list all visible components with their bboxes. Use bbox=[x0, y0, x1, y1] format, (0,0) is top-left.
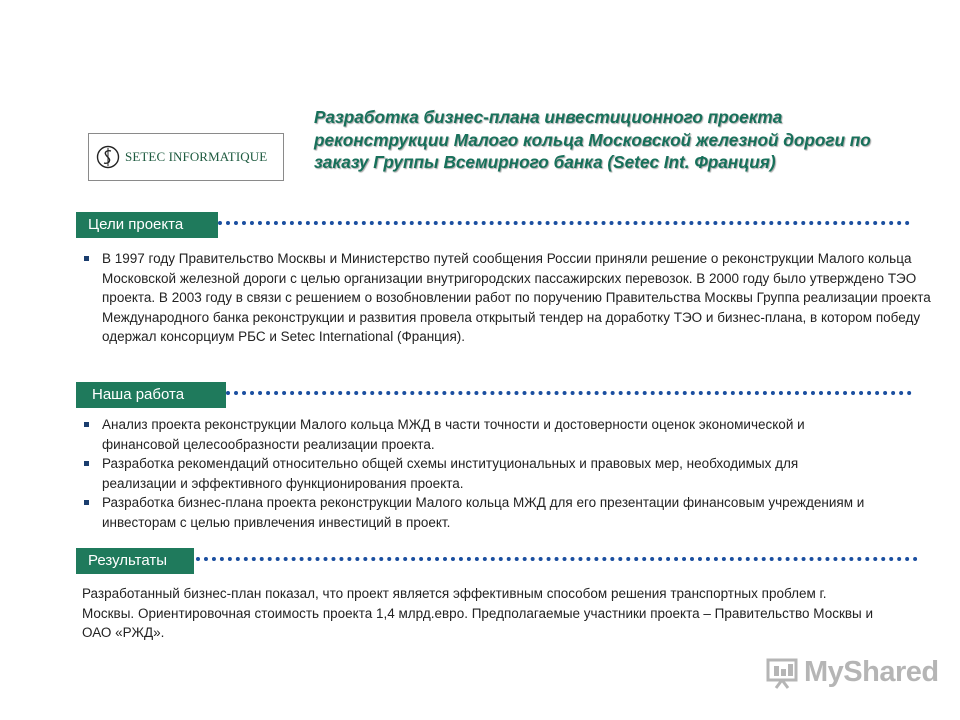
list-item-text: Анализ проекта реконструкции Малого кольца МЖД в части точности и достоверности оценок экономической и финансовой целесообразности реализации проекта. bbox=[102, 417, 805, 452]
section-divider-work bbox=[226, 391, 912, 395]
section-label-work: Наша работа bbox=[76, 382, 226, 408]
section-divider-goals bbox=[218, 221, 910, 225]
section-divider-results bbox=[196, 557, 918, 561]
watermark-text: MyShared bbox=[804, 656, 939, 688]
list-item-text: Разработка рекомендаций относительно общей схемы институциональных и правовых мер, необходимых для реализации и эффективного функционирования проекта. bbox=[102, 456, 799, 491]
section-label-goals: Цели проекта bbox=[76, 212, 218, 238]
bullet-icon bbox=[84, 461, 89, 466]
section-label-results: Результаты bbox=[76, 548, 194, 574]
watermark bbox=[766, 656, 939, 689]
setec-logo-icon bbox=[95, 144, 121, 170]
presentation-icon bbox=[766, 657, 800, 689]
bullet-icon bbox=[84, 500, 89, 505]
list-item bbox=[82, 454, 872, 493]
bullet-icon bbox=[84, 256, 89, 261]
page-title: Разработка бизнес-плана инвестиционного проекта реконструкции Малого кольца Московской железной дороги по заказу Группы Всемирного банка (Setec Int. Франция) bbox=[314, 107, 871, 172]
bullet-icon bbox=[84, 422, 89, 427]
list-item bbox=[82, 493, 872, 532]
logo-text: SETEC INFORMATIQUE bbox=[125, 149, 268, 164]
company-logo bbox=[88, 133, 284, 181]
list-item bbox=[82, 415, 872, 454]
list-item-text: Разработка бизнес-плана проекта реконструкции Малого кольца МЖД для его презентации финансовым учреждениям и инвесторам с целью привлечения инвестиций в проект. bbox=[102, 495, 865, 530]
goals-list bbox=[82, 249, 958, 347]
list-item bbox=[82, 249, 958, 347]
list-item-text: В 1997 году Правительство Москвы и Министерство путей сообщения России приняли решение о реконструкции Малого кольца Московской железной дороги с целью организации внутригородских пассажирских перевозок. В 2000 году было утверждено ТЭО проекта. В 2003 году в связи с решением о возобновлении работ по поручению Правительства Москвы Группа реализации проекта Международного банка реконструкции и развития провела открытый тендер на доработку ТЭО и бизнес-плана, в котором победу одержал консорциум РБС и Setec International (Франция). bbox=[102, 251, 931, 344]
work-list bbox=[82, 415, 872, 532]
results-text: Разработанный бизнес-план показал, что проект является эффективным способом решения транспортных проблем г. Москвы. Ориентировочная стоимость проекта 1,4 млрд.евро. Предполагаемые участники проекта – Правительство Москвы и ОАО «РЖД». bbox=[82, 586, 874, 640]
